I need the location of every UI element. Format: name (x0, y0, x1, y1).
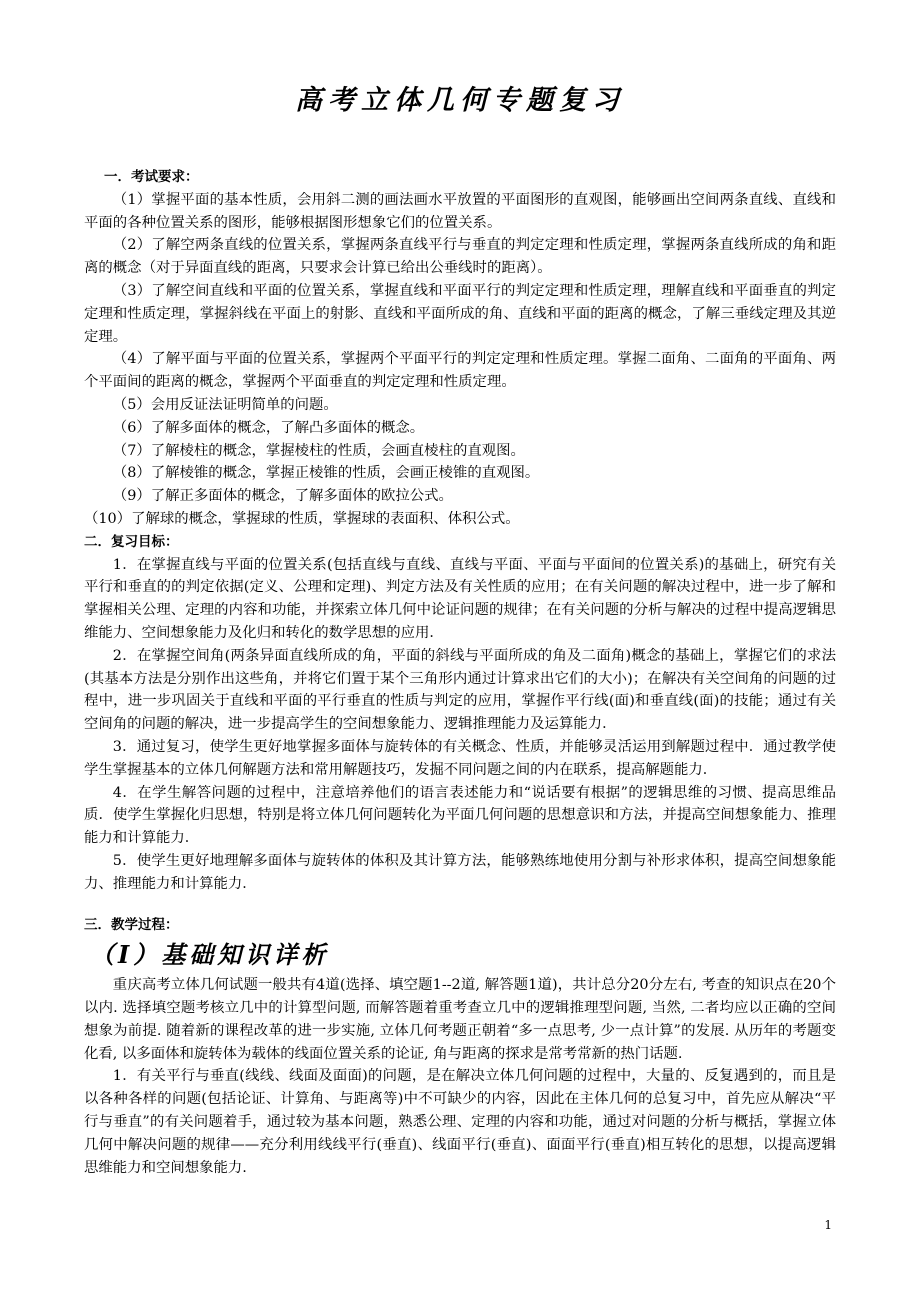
body-paragraph: 1．有关平行与垂直(线线、线面及面面)的问题，是在解决立体几何问题的过程中，大量的、反复遇到的，而且是以各种各样的问题(包括论证、计算角、与距离等)中不可缺少的内容，因此在主体几何的总复习中，首先应从解决“平行与垂直”的有关问题着手，通过较为基本问题，熟悉公理、定理的内容和功能，通过对问题的分析与概括，掌握立体几何中解决问题的规律——充分利用线线平行(垂直)、线面平行(垂直)、面面平行(垂直)相互转化的思想，以提高逻辑思维能力和空间想象能力. (84, 1068, 836, 1176)
goal-item: 4．在学生解答问题的过程中，注意培养他们的语言表述能力和“说话要有根据”的逻辑思维的习惯、提高思维品质．使学生掌握化归思想，特别是将立体几何问题转化为平面几何问题的思想意识和方法，并提高空间想象能力、推理能力和计算能力． (84, 784, 836, 847)
goal-item: 2．在掌握空间角(两条异面直线所成的角，平面的斜线与平面所成的角及二面角)概念的基础上，掌握它们的求法(其基本方法是分别作出这些角，并将它们置于某个三角形内通过计算求出它们的大小)；在解决有关空间角的问题的过程中，进一步巩固关于直线和平面的平行垂直的性质与判定的应用，掌握作平行线(面)和垂直线(面)的技能；通过有关空间角的问题的解决，进一步提高学生的空间想象能力、逻辑推理能力及运算能力． (84, 647, 836, 733)
requirement-item: （3）了解空间直线和平面的位置关系，掌握直线和平面平行的判定定理和性质定理，理解直线和平面垂直的判定定理和性质定理，掌握斜线在平面上的射影、直线和平面所成的角、直线和平面的距离的概念，了解三垂线定理及其逆定理。 (84, 282, 836, 345)
document-body (84, 166, 836, 1179)
section-heading-requirements: 一．考试要求： (104, 169, 199, 185)
requirement-item: （4）了解平面与平面的位置关系，掌握两个平面平行的判定定理和性质定理。掌握二面角、二面角的平面角、两个平面间的距离的概念，掌握两个平面垂直的判定定理和性质定理。 (84, 351, 836, 391)
requirement-item: （2）了解空两条直线的位置关系，掌握两条直线平行与垂直的判定定理和性质定理，掌握两条直线所成的角和距离的概念（对于异面直线的距离，只要求会计算已给出公垂线时的距离）。 (84, 237, 836, 277)
requirement-item: （6）了解多面体的概念，了解凸多面体的概念。 (112, 419, 425, 436)
requirement-item: （5）会用反证法证明简单的问题。 (112, 396, 338, 413)
requirement-item: （9）了解正多面体的概念，了解多面体的欧拉公式。 (112, 488, 453, 505)
requirement-item: （7）了解棱柱的概念，掌握棱柱的性质，会画直棱柱的直观图。 (112, 442, 525, 459)
requirement-item: （8）了解棱锥的概念，掌握正棱锥的性质，会画正棱锥的直观图。 (112, 465, 540, 482)
requirement-item: （10）了解球的概念，掌握球的性质，掌握球的表面积、体积公式。 (84, 510, 520, 527)
body-paragraph: 重庆高考立体几何试题一般共有4道(选择、填空题1--2道, 解答题1道)，共计总分20分左右, 考查的知识点在20个以内. 选择填空题考核立几中的计算型问题, 而解答题着重考查立几中的逻辑推理型问题, 当然, 二者均应以正确的空间想象为前提. 随着新的课程改革的进一步实施, 立体几何考题正朝着“多一点思考, 少一点计算”的发展. 从历年的考题变化看, 以多面体和旋转体为载体的线面位置关系的论证, 角与距离的探求是常考常新的热门话题. (84, 977, 836, 1062)
section-heading-process: 三．教学过程： (84, 916, 179, 933)
section-heading-goals: 二．复习目标： (84, 533, 179, 550)
subsection-title: （Ⅰ）基础知识详析 (90, 940, 330, 970)
goal-item: 5．使学生更好地理解多面体与旋转体的体积及其计算方法，能够熟练地使用分割与补形求体积，提高空间想象能力、推理能力和计算能力． (84, 852, 836, 892)
requirement-item: （1）掌握平面的基本性质，会用斜二测的画法画水平放置的平面图形的直观图，能够画出空间两条直线、直线和平面的各种位置关系的图形，能够根据图形想象它们的位置关系。 (84, 191, 836, 231)
goal-item: 3．通过复习，使学生更好地掌握多面体与旋转体的有关概念、性质，并能够灵活运用到解题过程中．通过教学使学生掌握基本的立体几何解题方法和常用解题技巧，发掘不同问题之间的内在联系，提高解题能力． (84, 738, 836, 778)
goal-item: 1．在掌握直线与平面的位置关系(包括直线与直线、直线与平面、平面与平面间的位置关系)的基础上，研究有关平行和垂直的的判定依据(定义、公理和定理)、判定方法及有关性质的应用；在有关问题的解决过程中，进一步了解和掌握相关公理、定理的内容和功能，并探索立体几何中论证问题的规律；在有关问题的分析与解决的过程中提高逻辑思维能力、空间想象能力及化归和转化的数学思想的应用． (84, 556, 836, 641)
page-number: 1 (824, 1218, 832, 1232)
spacer (84, 896, 836, 914)
document-title: 高考立体几何专题复习 (295, 85, 625, 116)
